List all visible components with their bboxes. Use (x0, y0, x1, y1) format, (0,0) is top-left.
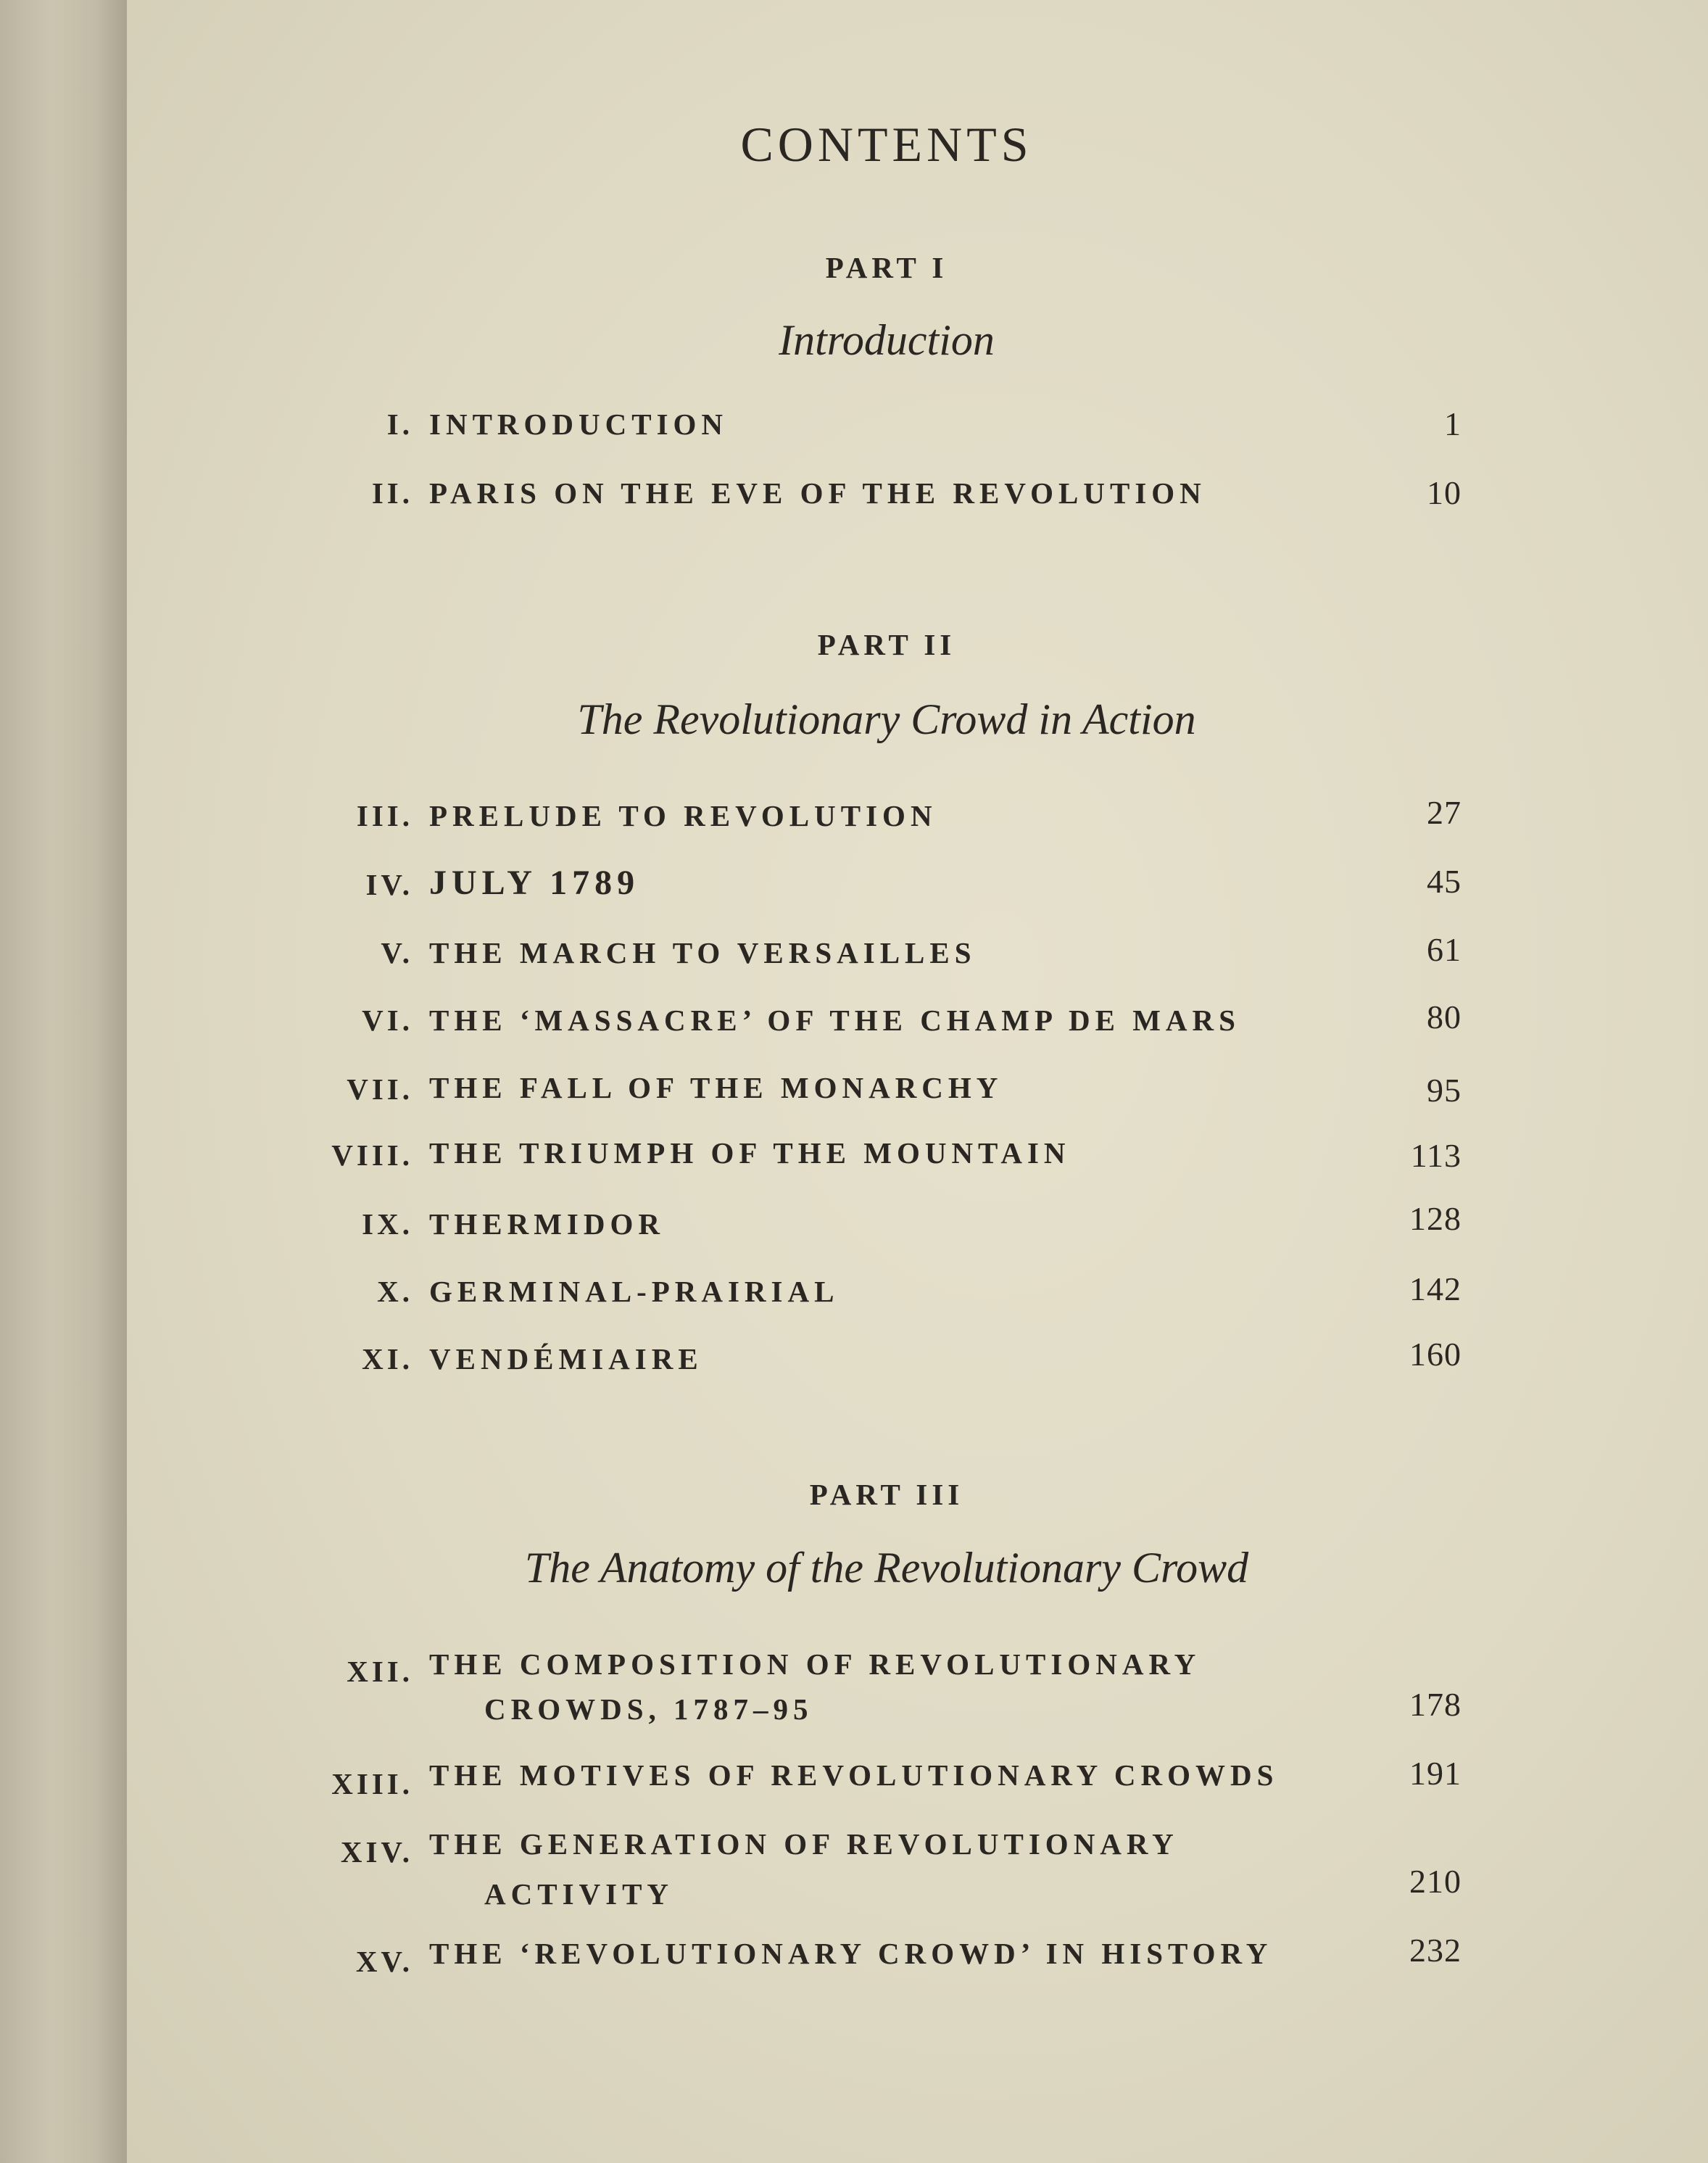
chapter-12-number: XII. (347, 1655, 413, 1688)
chapter-3-title: PRELUDE TO REVOLUTION (429, 799, 937, 832)
chapter-8-title: THE TRIUMPH OF THE MOUNTAIN (429, 1136, 1071, 1170)
part-1-label: PART I (825, 251, 948, 284)
chapter-12-title: THE COMPOSITION OF REVOLUTIONARY (429, 1647, 1201, 1681)
chapter-10-number: X. (377, 1275, 413, 1308)
chapter-10-page: 142 (1409, 1270, 1462, 1307)
chapter-5-title: THE MARCH TO VERSAILLES (429, 936, 977, 969)
chapter-1-page: 1 (1444, 405, 1462, 442)
chapter-5-page: 61 (1427, 931, 1462, 968)
chapter-14-page: 210 (1409, 1863, 1462, 1900)
part-3-label: PART III (809, 1478, 964, 1511)
chapter-15-title: THE ‘REVOLUTIONARY CROWD’ IN HISTORY (429, 1937, 1273, 1970)
chapter-6-number: VI. (362, 1004, 413, 1037)
chapter-7-number: VII. (347, 1072, 413, 1106)
chapter-15-number: XV. (355, 1945, 413, 1978)
chapter-7-title: THE FALL OF THE MONARCHY (429, 1071, 1003, 1104)
chapter-14-number: XIV. (340, 1835, 413, 1869)
chapter-4-title: JULY 1789 (429, 864, 640, 902)
chapter-13-page: 191 (1409, 1755, 1462, 1792)
chapter-3-number: III. (356, 799, 413, 832)
contents-title: CONTENTS (740, 117, 1033, 172)
chapter-12-page: 178 (1409, 1686, 1462, 1723)
chapter-9-number: IX. (362, 1207, 413, 1241)
chapter-15-page: 232 (1409, 1932, 1462, 1969)
part-2-label: PART II (817, 628, 956, 661)
chapter-12-title-continued: CROWDS, 1787–95 (484, 1692, 813, 1726)
chapter-13-title: THE MOTIVES OF REVOLUTIONARY CROWDS (429, 1758, 1279, 1792)
chapter-6-title: THE ‘MASSACRE’ OF THE CHAMP DE MARS (429, 1004, 1240, 1037)
chapter-11-page: 160 (1409, 1336, 1462, 1373)
chapter-11-title: VENDÉMIAIRE (429, 1342, 703, 1376)
chapter-8-number: VIII. (331, 1138, 413, 1172)
chapter-9-title: THERMIDOR (429, 1207, 665, 1241)
chapter-1-title: INTRODUCTION (429, 408, 729, 441)
chapter-4-number: IV. (365, 868, 413, 901)
chapter-10-title: GERMINAL-PRAIRIAL (429, 1275, 840, 1308)
chapter-2-page: 10 (1427, 474, 1462, 511)
chapter-8-page: 113 (1410, 1137, 1462, 1174)
part-3-title: The Anatomy of the Revolutionary Crowd (524, 1544, 1249, 1592)
part-2-title: The Revolutionary Crowd in Action (577, 695, 1196, 743)
chapter-14-title: THE GENERATION OF REVOLUTIONARY (429, 1827, 1179, 1861)
chapter-7-page: 95 (1427, 1072, 1462, 1109)
chapter-6-page: 80 (1427, 998, 1462, 1035)
chapter-13-number: XIII. (331, 1767, 413, 1800)
chapter-9-page: 128 (1409, 1200, 1462, 1237)
chapter-1-number: I. (386, 408, 413, 441)
chapter-5-number: V. (381, 936, 413, 969)
chapter-11-number: XI. (362, 1342, 413, 1376)
chapter-3-page: 27 (1427, 794, 1462, 831)
chapter-4-page: 45 (1427, 863, 1462, 900)
chapter-14-title-continued: ACTIVITY (484, 1877, 674, 1911)
chapter-2-number: II. (371, 476, 413, 510)
part-1-title: Introduction (779, 316, 995, 364)
chapter-2-title: PARIS ON THE EVE OF THE REVOLUTION (429, 476, 1206, 510)
